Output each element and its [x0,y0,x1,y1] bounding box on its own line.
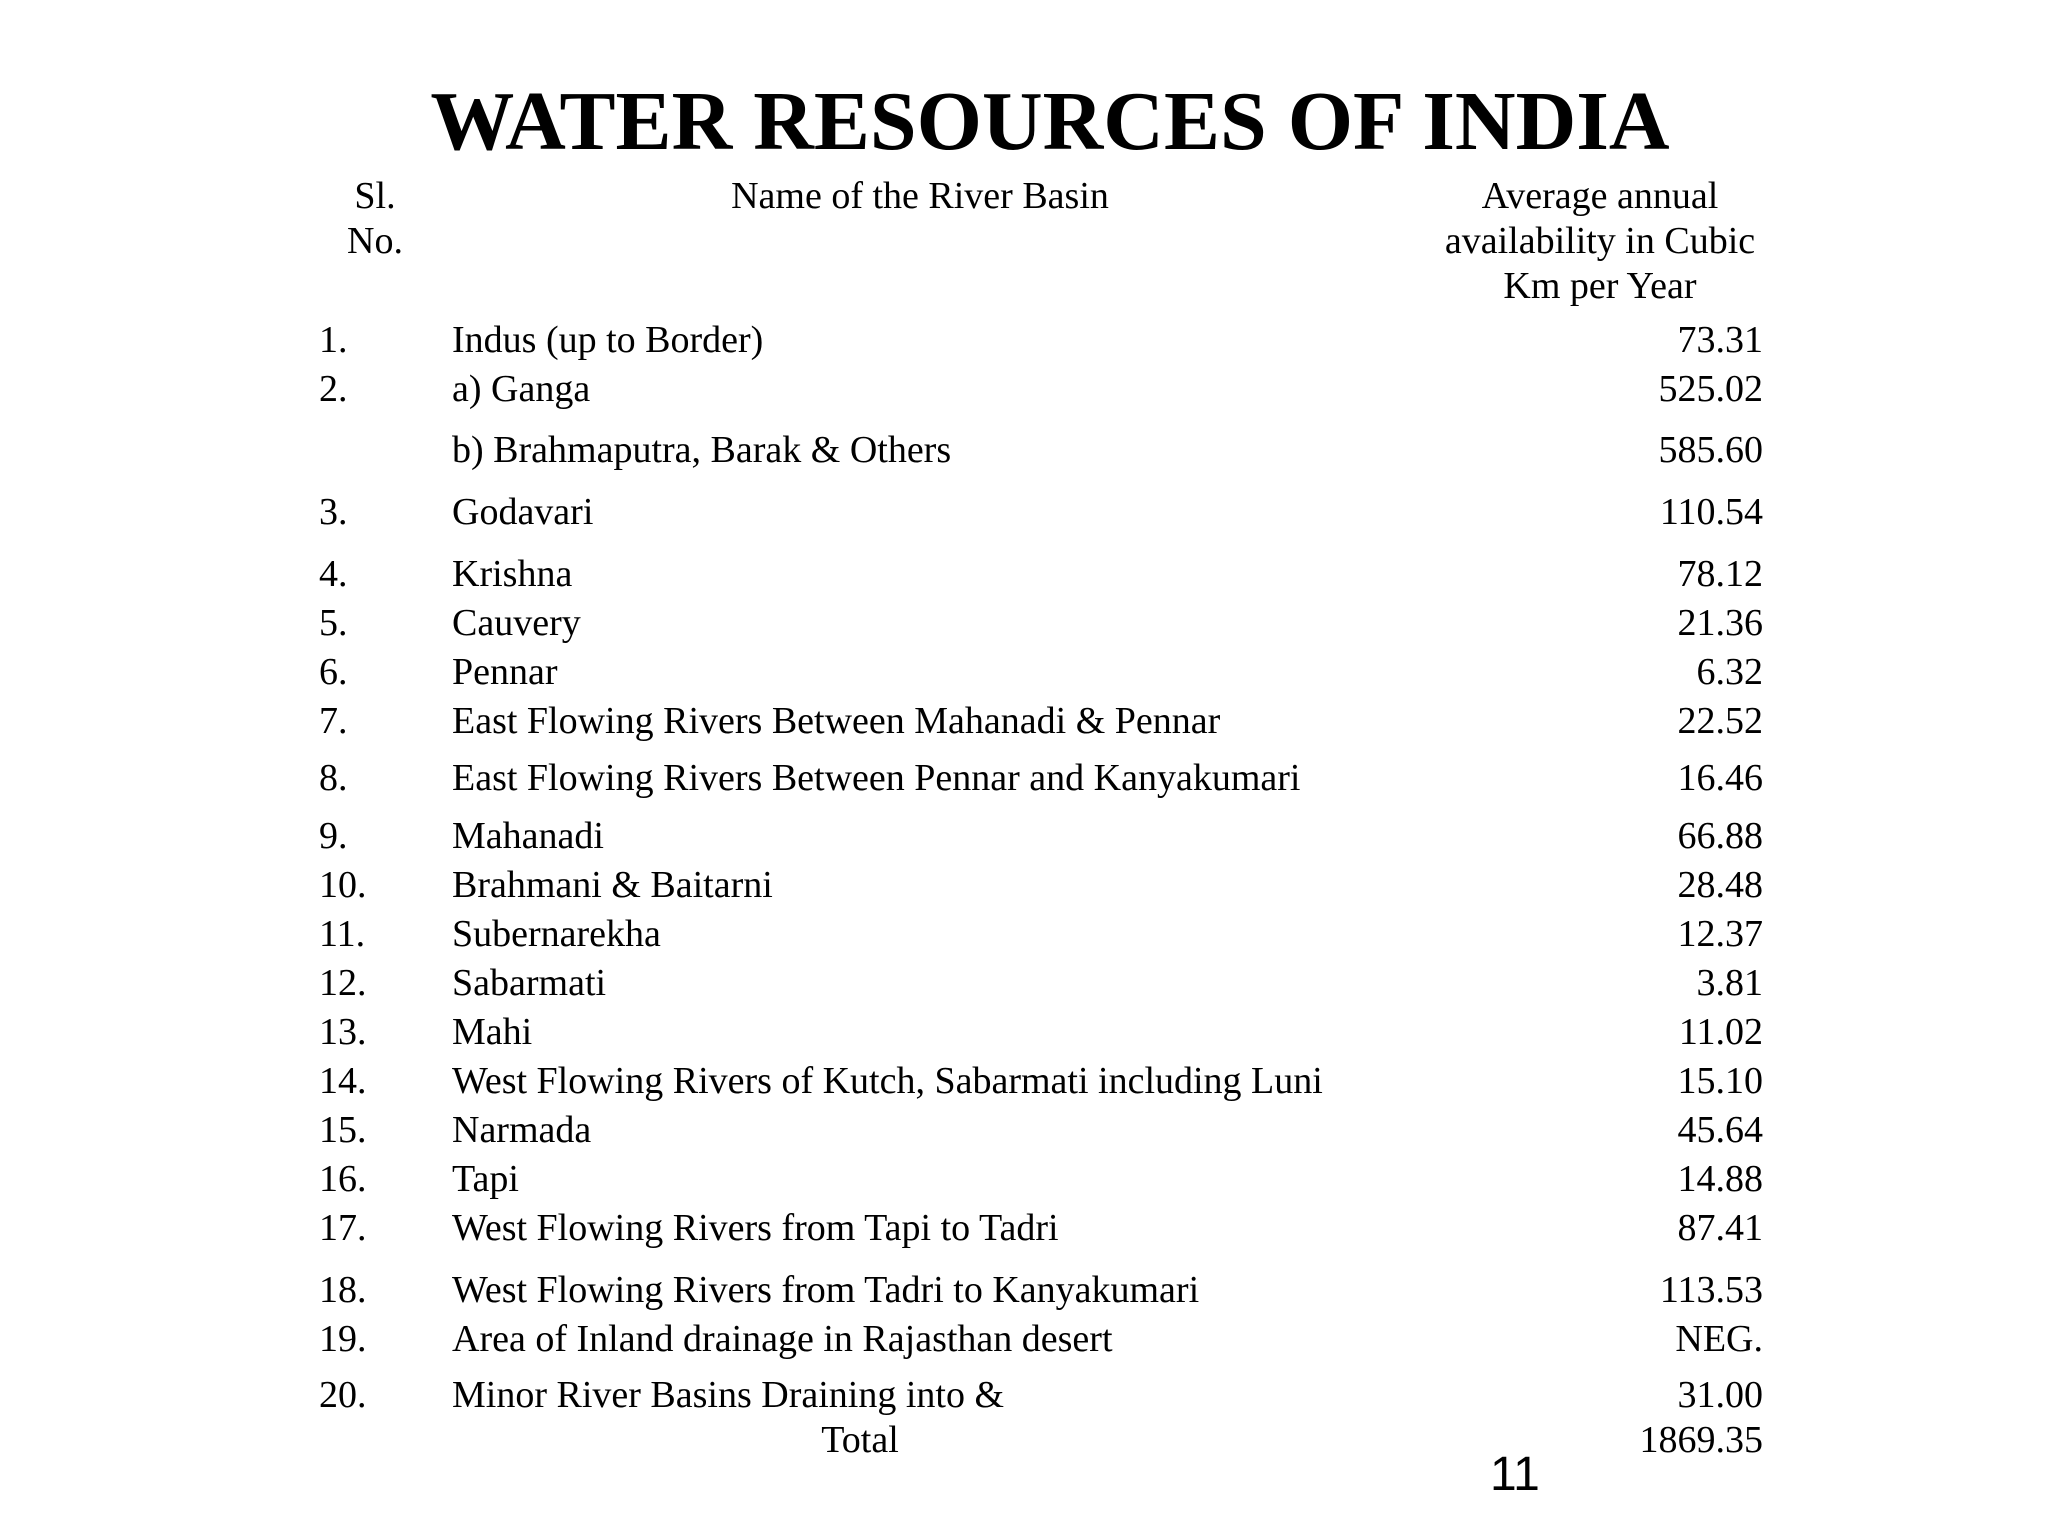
river-basin-cell: Tapi [452,1158,519,1200]
river-basin-cell: West Flowing Rivers of Kutch, Sabarmati including Luni [452,1060,1323,1102]
river-basin-cell: Sabarmati [452,962,607,1004]
availability-cell: NEG. [1675,1318,1763,1360]
sl-no-cell: 10. [319,864,367,906]
table-row [0,1156,2048,1202]
table-row [0,755,2048,801]
sl-no-cell: 14. [319,1060,367,1102]
sl-no-cell: 8. [319,757,348,799]
table-row [0,1058,2048,1104]
river-basin-cell: Indus (up to Border) [452,319,764,361]
river-basin-cell: Krishna [452,553,573,595]
availability-cell: 28.48 [1677,864,1763,906]
sl-no-cell: 3. [319,491,348,533]
river-basin-cell: Brahmani & Baitarni [452,864,773,906]
column-header-availability [1400,174,1800,309]
column-header-sl-line1: Sl. [354,175,396,217]
availability-cell: 21.36 [1677,602,1763,644]
river-basin-cell: Narmada [452,1109,592,1151]
river-basin-cell: Minor River Basins Draining into & [452,1374,1005,1416]
sl-no-cell: 18. [319,1269,367,1311]
availability-cell: 73.31 [1677,319,1763,361]
river-basin-cell: Pennar [452,651,558,693]
availability-cell: 66.88 [1677,815,1763,857]
sl-no-cell: 17. [319,1207,367,1249]
table-row [0,649,2048,695]
sl-no-cell: 9. [319,815,348,857]
availability-cell: 14.88 [1677,1158,1763,1200]
sl-no-cell: 7. [319,700,348,742]
river-basin-cell: b) Brahmaputra, Barak & Others [452,429,952,471]
river-basin-cell: West Flowing Rivers from Tadri to Kanyakumari [452,1269,1200,1311]
sl-no-cell: 11. [319,913,366,955]
availability-cell: 31.00 [1677,1374,1763,1416]
column-header-availability-line3: Km per Year [1503,265,1697,307]
table-row [0,489,2048,535]
availability-cell: 113.53 [1659,1269,1763,1311]
table-row [0,813,2048,859]
sl-no-cell: 6. [319,651,348,693]
column-header-sl-line2: No. [347,220,403,262]
river-basin-cell: West Flowing Rivers from Tapi to Tadri [452,1207,1059,1249]
table-row [0,366,2048,412]
river-basin-cell: East Flowing Rivers Between Mahanadi & Pennar [452,700,1221,742]
sl-no-cell: 1. [319,319,348,361]
page-title: WATER RESOURCES OF INDIA [430,75,1670,168]
river-basin-cell: Mahi [452,1011,533,1053]
page-number: 11 [1490,1448,1540,1501]
sl-no-cell: 5. [319,602,348,644]
column-header-river-basin: Name of the River Basin [731,175,1109,217]
river-basin-cell: East Flowing Rivers Between Pennar and Kanyakumari [452,757,1301,799]
river-basin-cell: a) Ganga [452,368,591,410]
table-row [0,427,2048,473]
sl-no-cell: 19. [319,1318,367,1360]
column-header-sl-no [300,174,450,264]
sl-no-cell: 13. [319,1011,367,1053]
availability-cell: 16.46 [1677,757,1763,799]
table-row [0,911,2048,957]
availability-cell: 15.10 [1677,1060,1763,1102]
total-value: 1869.35 [1639,1419,1763,1461]
table-row [0,698,2048,744]
total-label: Total [821,1419,899,1461]
table-row [0,600,2048,646]
sl-no-cell: 4. [319,553,348,595]
table-row [0,960,2048,1006]
sl-no-cell: 2. [319,368,348,410]
availability-cell: 110.54 [1659,491,1763,533]
sl-no-cell: 16. [319,1158,367,1200]
availability-cell: 11.02 [1678,1011,1763,1053]
availability-cell: 585.60 [1658,429,1763,471]
table-row [0,1316,2048,1362]
availability-cell: 525.02 [1658,368,1763,410]
column-header-availability-line1: Average annual [1481,175,1719,217]
table-row [0,551,2048,597]
sl-no-cell: 15. [319,1109,367,1151]
column-header-availability-line2: availability in Cubic [1444,220,1756,262]
availability-cell: 87.41 [1677,1207,1763,1249]
river-basin-cell: Godavari [452,491,594,533]
availability-cell: 6.32 [1696,651,1763,693]
river-basin-cell: Mahanadi [452,815,604,857]
table-row [0,862,2048,908]
river-basin-cell: Subernarekha [452,913,661,955]
table-row [0,1107,2048,1153]
table-row [0,1372,2048,1418]
availability-cell: 12.37 [1677,913,1763,955]
table-row [0,1205,2048,1251]
sl-no-cell: 12. [319,962,367,1004]
table-row [0,1267,2048,1313]
availability-cell: 45.64 [1677,1109,1763,1151]
availability-cell: 78.12 [1677,553,1763,595]
availability-cell: 3.81 [1696,962,1763,1004]
table-row [0,317,2048,363]
sl-no-cell: 20. [319,1374,367,1416]
availability-cell: 22.52 [1677,700,1763,742]
table-row [0,1009,2048,1055]
river-basin-cell: Cauvery [452,602,581,644]
river-basin-cell: Area of Inland drainage in Rajasthan desert [452,1318,1113,1360]
